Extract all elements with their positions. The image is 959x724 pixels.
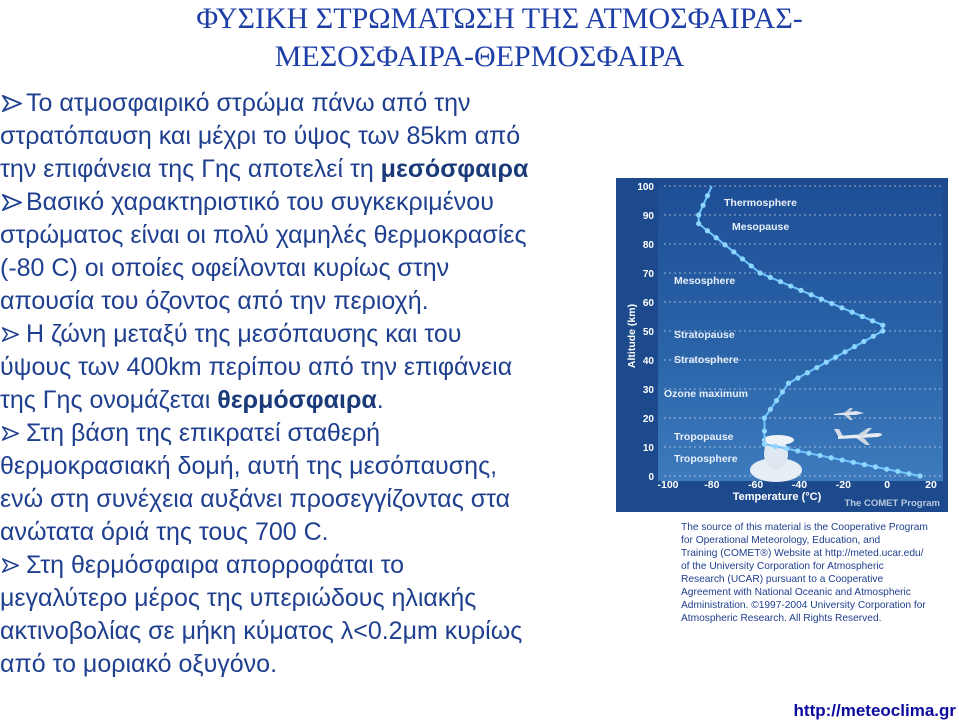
term-mesosphere: μεσόσφαιρα	[380, 155, 529, 183]
profile-point	[749, 263, 754, 268]
profile-point	[786, 381, 791, 386]
profile-point	[762, 442, 767, 447]
profile-point	[768, 275, 773, 280]
text-line: ακτινοβολίας σε μήκη κύματος λ<0.2μm κυρίως	[0, 617, 523, 645]
profile-point	[809, 292, 814, 297]
y-tick-label: 0	[648, 472, 654, 483]
profile-point	[714, 235, 719, 240]
text-line: Το ατμοσφαιρικό στρώμα πάνω από την	[0, 87, 610, 120]
text-line: από το μοριακό οξυγόνο.	[0, 650, 278, 678]
profile-point	[806, 451, 811, 456]
profile-point	[774, 398, 779, 403]
profile-point	[861, 339, 866, 344]
profile-point	[880, 328, 885, 333]
y-tick-label: 20	[642, 414, 654, 425]
page-title	[0, 0, 959, 76]
text-line: Στη θερμόσφαιρα απορροφάται το	[0, 549, 610, 582]
comet-watermark: The COMET Program	[844, 498, 940, 509]
profile-point	[871, 334, 876, 339]
profile-point	[817, 453, 822, 458]
text-line: ενώ στη συνέχεια αυξάνει προσεγγίζοντας στα	[0, 485, 511, 513]
text-line: μεγαλύτερο μέρος της υπεριώδους ηλιακής	[0, 584, 477, 612]
profile-point	[851, 460, 856, 465]
text-line: Στη βάση της επικρατεί σταθερή	[0, 417, 610, 450]
body-text	[0, 87, 610, 681]
profile-point	[798, 288, 803, 293]
y-tick-label: 90	[642, 211, 654, 222]
text-line: Βασικό χαρακτηριστικό του συγκεκριμένου	[0, 186, 610, 219]
profile-point	[906, 471, 911, 476]
profile-point	[705, 228, 710, 233]
x-tick-label: -100	[657, 479, 679, 491]
profile-point	[842, 349, 847, 354]
y-tick-label: 40	[642, 356, 654, 367]
text-line: Η ζώνη μεταξύ της μεσόπαυσης και του	[0, 318, 610, 351]
y-tick-label: 60	[642, 298, 654, 309]
profile-point	[762, 415, 767, 420]
profile-point	[833, 355, 838, 360]
profile-point	[852, 344, 857, 349]
term-thermosphere: θερμόσφαιρα	[217, 386, 377, 414]
profile-point	[829, 301, 834, 306]
y-tick-label: 10	[642, 443, 654, 454]
x-tick-label: -80	[704, 479, 720, 491]
profile-point	[870, 318, 875, 323]
text-line: ύψους των 400km περίπου από την επιφάνεια	[0, 353, 513, 381]
arrow-bullet-icon	[0, 87, 26, 120]
layer-label: Thermosphere	[724, 197, 797, 209]
temperature-altitude-plot	[616, 178, 948, 512]
y-axis-label: Altitude (km)	[626, 303, 638, 369]
profile-point	[700, 203, 705, 208]
text-line: την επιφάνεια της Γης αποτελεί τη μεσόσφαιρα	[0, 155, 529, 183]
profile-point	[873, 464, 878, 469]
x-tick-label: 0	[884, 479, 891, 491]
profile-point	[778, 279, 783, 284]
profile-point	[860, 314, 865, 319]
profile-point	[840, 457, 845, 462]
profile-point	[780, 389, 785, 394]
source-credit: The source of this material is the Cooperative Program for Operational Meteorology, Education, and Training (COMET®) Website at http://meted.ucar.edu/ of the University Corporation for Atmospheric Research (UCAR) pursuant to a Cooperative Agreement with National Oceanic and Atmospheric Administration. ©1997-2004 University Corporation for Atmospheric Research. All Rights Reserved.	[681, 522, 928, 624]
arrow-bullet-icon	[0, 417, 26, 450]
profile-point	[839, 305, 844, 310]
profile-point	[784, 446, 789, 451]
profile-point	[740, 256, 745, 261]
y-tick-label: 50	[642, 327, 654, 338]
profile-point	[895, 469, 900, 474]
arrow-bullet-icon	[0, 318, 26, 351]
profile-point	[696, 212, 701, 217]
profile-point	[762, 428, 767, 433]
text-line: στρατόπαυση και μέχρι το ύψος των 85km από	[0, 122, 521, 150]
profile-point	[795, 375, 800, 380]
profile-point	[768, 407, 773, 412]
text-line: απουσία του όζοντος από την περιοχή.	[0, 287, 429, 315]
layer-label: Mesopause	[732, 221, 790, 233]
title-line-2: ΜΕΣΟΣΦΑΙΡΑ-ΘΕΡΜΟΣΦΑΙΡΑ	[274, 40, 685, 73]
text-line: θερμοκρασιακή δομή, αυτή της μεσόπαυσης,	[0, 452, 498, 480]
y-tick-label: 100	[637, 182, 654, 193]
layer-label: Stratopause	[674, 329, 735, 341]
y-tick-label: 80	[642, 240, 654, 251]
y-tick-label: 30	[642, 385, 654, 396]
profile-point	[773, 444, 778, 449]
atmosphere-profile-figure	[616, 178, 948, 512]
layer-label: Ozone maximum	[664, 388, 749, 400]
profile-point	[795, 448, 800, 453]
text-line: ανώτατα όριά της τους 700 C.	[0, 518, 329, 546]
arrow-bullet-icon	[0, 549, 26, 582]
arrow-bullet-icon	[0, 186, 26, 219]
x-tick-label: -60	[748, 479, 764, 491]
x-axis-label: Temperature (°C)	[732, 491, 822, 503]
profile-point	[824, 360, 829, 365]
layer-label: Tropopause	[674, 431, 734, 443]
profile-point	[696, 221, 701, 226]
profile-point	[819, 297, 824, 302]
x-tick-label: -40	[791, 479, 808, 491]
profile-point	[850, 310, 855, 315]
profile-point	[862, 462, 867, 467]
text-line: στρώματος είναι οι πολύ χαμηλές θερμοκρασίες	[0, 221, 527, 249]
title-line-1: ΦΥΣΙΚΗ ΣΤΡΩΜΑΤΩΣΗ ΤΗΣ ΑΤΜΟΣΦΑΙΡΑΣ-	[196, 2, 803, 35]
profile-point	[722, 242, 727, 247]
profile-point	[757, 270, 762, 275]
profile-point	[829, 455, 834, 460]
y-tick-label: 70	[642, 269, 654, 280]
profile-point	[814, 365, 819, 370]
profile-point	[805, 370, 810, 375]
layer-label: Stratosphere	[674, 354, 739, 366]
profile-point	[705, 193, 710, 198]
text-line: της Γης ονομάζεται θερμόσφαιρα.	[0, 386, 384, 414]
x-tick-label: -20	[835, 479, 851, 491]
profile-point	[880, 323, 885, 328]
profile-point	[788, 283, 793, 288]
profile-point	[731, 249, 736, 254]
profile-point	[917, 473, 922, 478]
meteoclima-link[interactable]: http://meteoclima.gr	[793, 701, 956, 720]
layer-label: Troposphere	[674, 453, 738, 465]
x-tick-label: 20	[925, 479, 937, 491]
profile-point	[884, 467, 889, 472]
layer-label: Mesosphere	[674, 275, 736, 287]
text-line: (-80 C) οι οποίες οφείλονται κυρίως στην	[0, 254, 450, 282]
